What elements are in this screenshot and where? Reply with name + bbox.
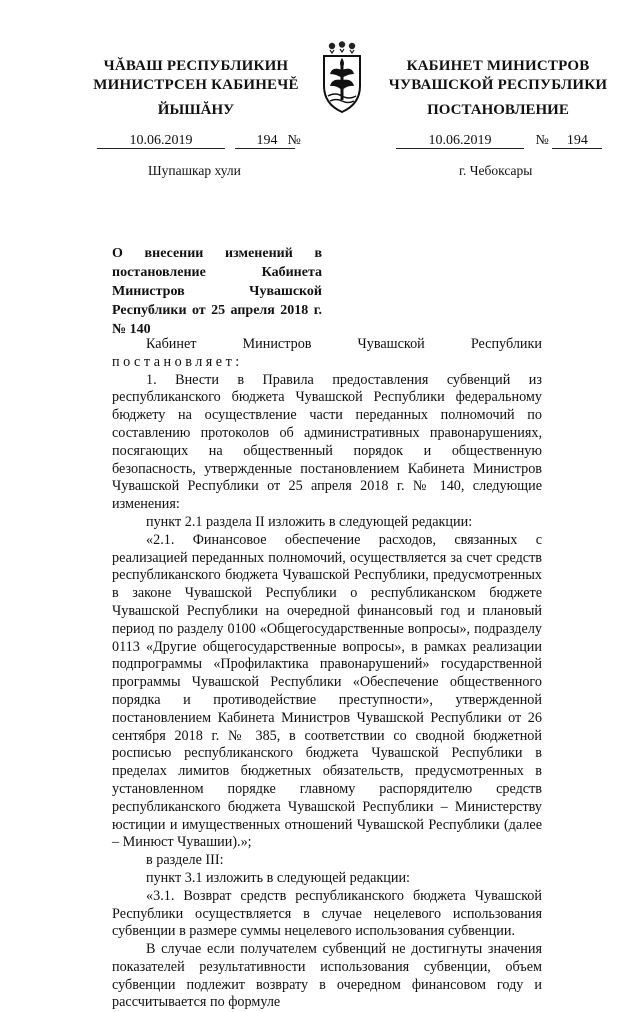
document-subject: О внесении изменений в постановление Кабинета Министров Чувашской Республики от 25 апреля 2018 г. № 140 — [112, 246, 322, 337]
paragraph-2: пункт 2.1 раздела II изложить в следующей редакции: — [146, 513, 473, 530]
header-right-line2: ЧУВАШСКОЙ РЕСПУБЛИКИ — [388, 77, 608, 93]
left-place: Шупашкар хули — [148, 163, 241, 178]
paragraph-4: в разделе III: — [146, 852, 224, 869]
paragraph-1: 1. Внести в Правила предоставления субвенций из республиканского бюджета Чувашской Республики федеральному бюджету на осуществление части переданных полномочий по составлению протоколов об административных правонарушениях, посягающих на общественный порядок и общественную безопасность, утвержденные постановлением Кабинета Министров Чувашской Республики от 25 апреля 2018 г. № 140, следующие изменения: — [112, 371, 542, 513]
right-date: 10.06.2019 — [396, 134, 524, 149]
doc-type-left: ЙЫШĂНУ — [157, 102, 235, 118]
left-number-field — [235, 133, 301, 149]
intro-resolves: постановляет: — [112, 353, 243, 370]
paragraph-3: «2.1. Финансовое обеспечение расходов, связанных с реализацией переданных полномочий, осуществляется за счет средств республиканского бюджета Чувашской Республики, предусмотренных в законе Чувашской Республики о республиканском бюджете Чувашской Республики на очередной финансовый год и плановый период по разделу 0100 «Общегосударственные вопросы», подразделу 0113 «Другие общегосударственные вопросы», в рамках реализации подпрограммы «Профилактика правонарушений» государственной программы Чувашской Республики «Обеспечение общественного порядка и противодействие преступности», утвержденной постановлением Кабинета Министров Чувашской Республики от 26 сентября 2018 г. № 385, в соответствии со сводной бюджетной росписью республиканского бюджета Чувашской Республики в пределах лимитов бюджетных обязательств, предусмотренных в установленном порядке главному распорядителю средств республиканского бюджета Чувашской Республики – Министерству юстиции и имущественных отношений Чувашской Республики (далее – Минюст Чувашии).»; — [112, 531, 542, 851]
doc-type-right: ПОСТАНОВЛЕНИЕ — [427, 102, 569, 118]
coat-of-arms-emblem — [318, 40, 366, 118]
left-date: 10.06.2019 — [97, 134, 225, 149]
paragraph-7: В случае если получателем субвенций не достигнуты значения показателей результативности использования субвенции, объем субвенции подлежит возврату в очередном финансовом году и рассчитывается по формуле — [112, 941, 542, 1011]
paragraph-5: пункт 3.1 изложить в следующей редакции: — [146, 869, 410, 886]
left-number: 194 — [256, 133, 278, 148]
right-date-number — [396, 133, 602, 149]
right-number: 194 — [552, 134, 602, 149]
header-left-line2: МИНИСТРСЕН КАБИНЕЧĔ — [93, 77, 299, 93]
left-number-sign: № — [287, 133, 301, 148]
header-left-line1: ЧĂВАШ РЕСПУБЛИКИН — [103, 58, 289, 74]
paragraph-6: «3.1. Возврат средств республиканского бюджета Чувашской Республики осуществляется в случае нецелевого использования субвенции в размере суммы нецелевого использования субвенции. — [112, 887, 542, 940]
intro-paragraph — [112, 336, 542, 372]
document-body — [112, 336, 542, 1012]
right-number-sign: № — [535, 133, 549, 148]
right-place: г. Чебоксары — [459, 163, 533, 178]
intro-start: Кабинет Министров Чувашской Республики — [146, 336, 542, 352]
header-left — [92, 57, 300, 95]
header-right — [384, 57, 612, 95]
header-right-line1: КАБИНЕТ МИНИСТРОВ — [406, 58, 590, 74]
left-date-number — [97, 133, 301, 149]
